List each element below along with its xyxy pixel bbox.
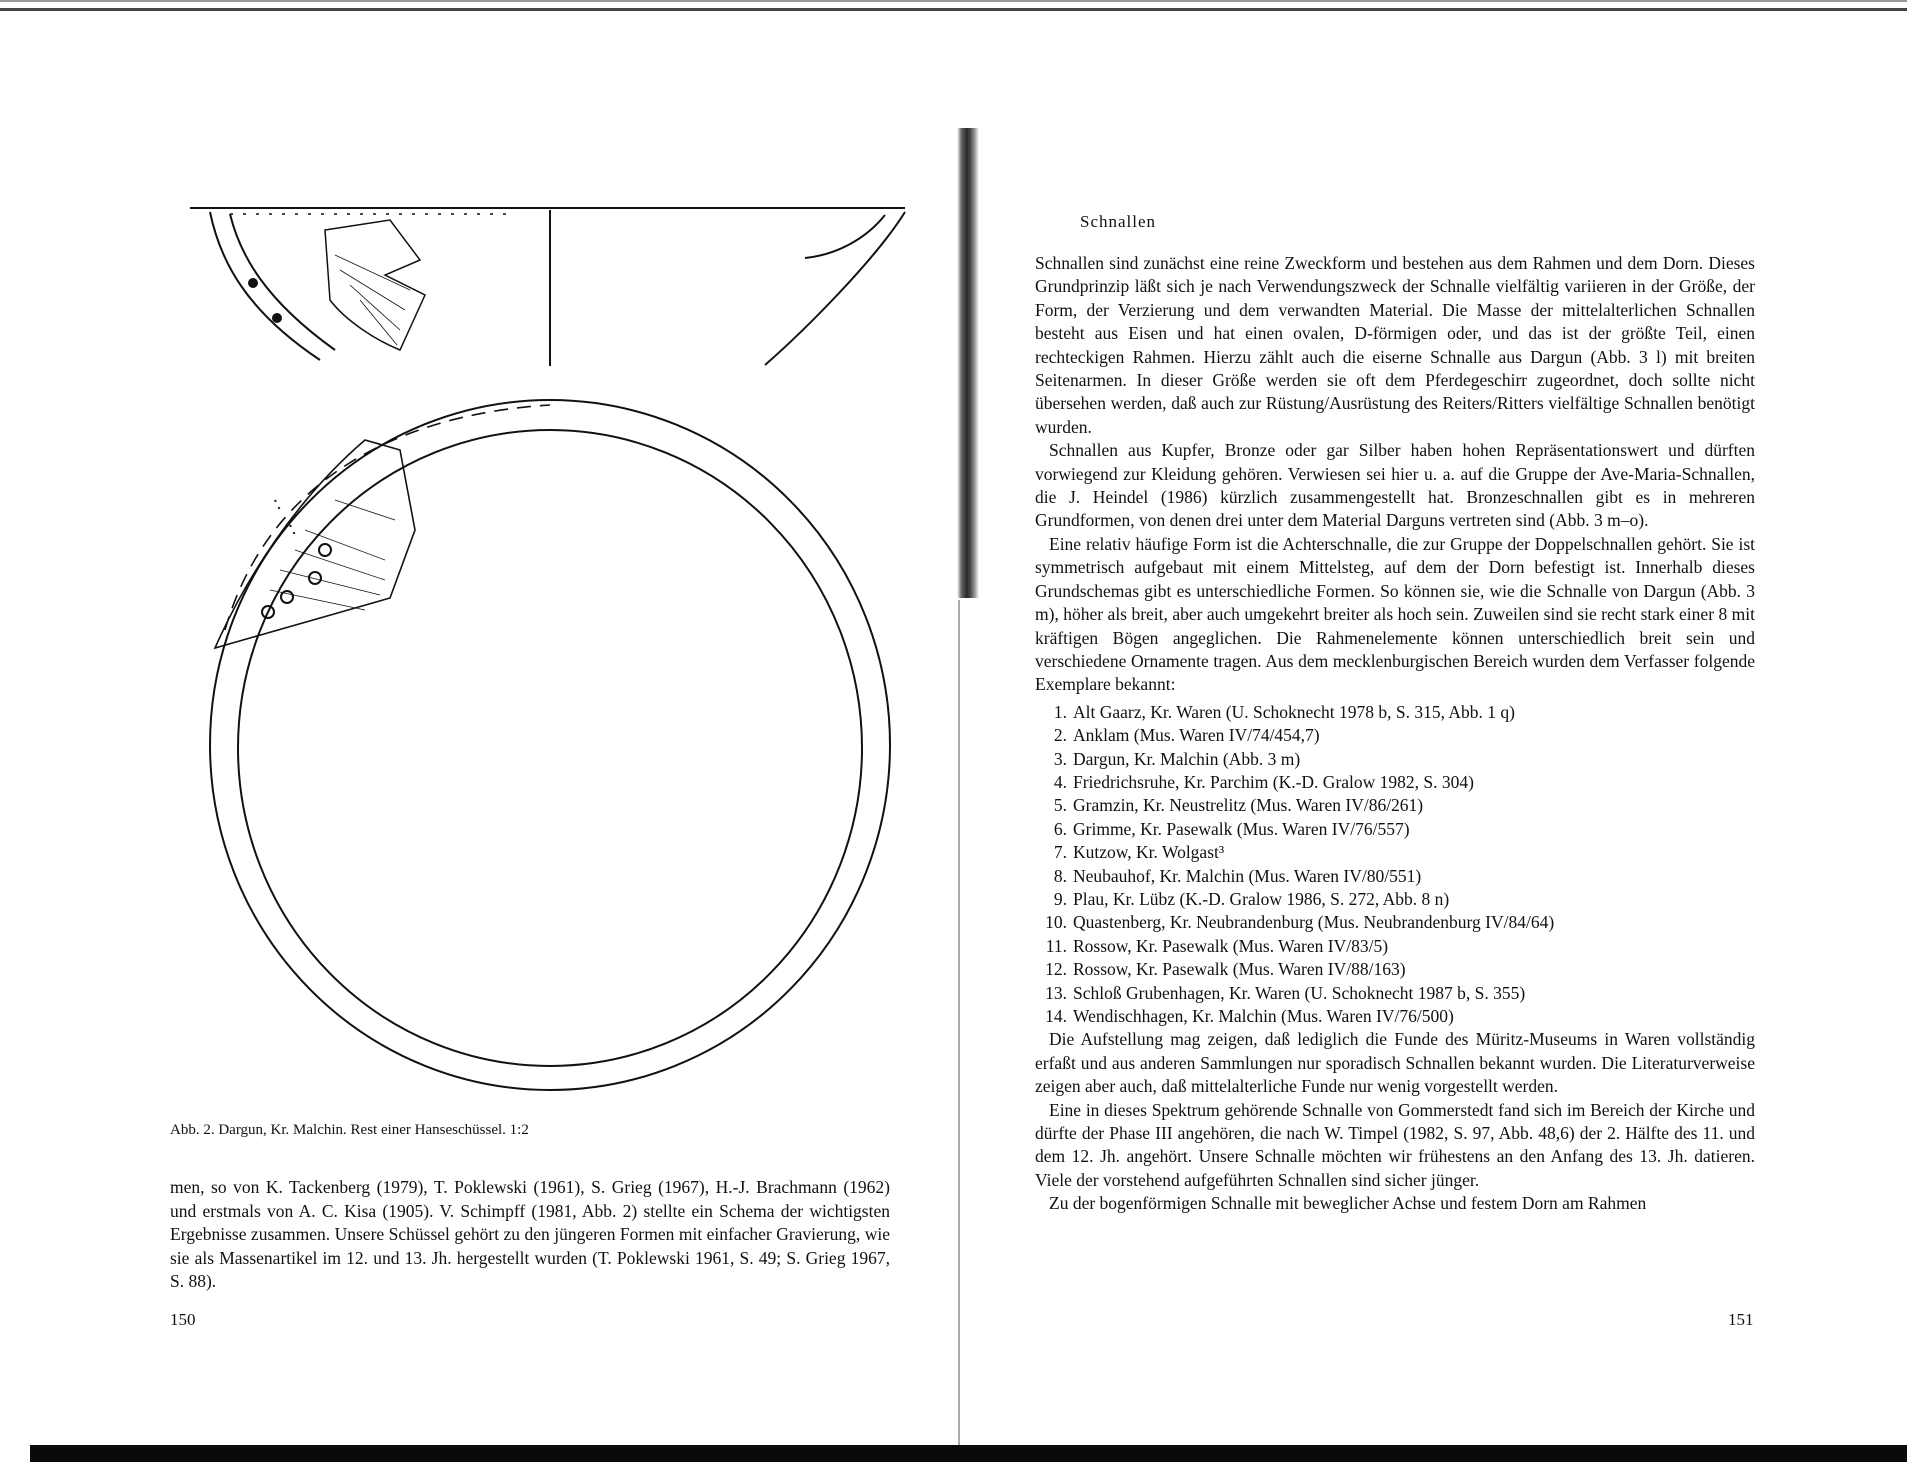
bowl-profile-right bbox=[765, 212, 905, 365]
scan-edge-top-light bbox=[0, 0, 1907, 2]
list-item bbox=[1035, 1005, 1755, 1028]
list-item bbox=[1035, 982, 1755, 1005]
list-item bbox=[1035, 701, 1755, 724]
list-item-number: 2. bbox=[1053, 725, 1067, 746]
scan-edge-top bbox=[0, 8, 1907, 11]
list-item-number: 7. bbox=[1053, 842, 1067, 863]
rivet-profile-1 bbox=[249, 279, 257, 287]
list-item-text: Schloß Grubenhagen, Kr. Waren (U. Schoknecht 1987 b, S. 355) bbox=[1073, 982, 1526, 1003]
list-item-number: 6. bbox=[1053, 818, 1067, 839]
list-item bbox=[1035, 958, 1755, 981]
list-item bbox=[1035, 771, 1755, 794]
list-item-number: 3. bbox=[1053, 748, 1067, 769]
list-item-text: Wendischhagen, Kr. Malchin (Mus. Waren IV/76/500) bbox=[1073, 1006, 1454, 1026]
page-number-right: 151 bbox=[1728, 1310, 1754, 1329]
list-item bbox=[1035, 911, 1755, 934]
list-item-text: Dargun, Kr. Malchin (Abb. 3 m) bbox=[1073, 748, 1301, 769]
list-item-number: 12. bbox=[1045, 959, 1067, 980]
list-item-number: 13. bbox=[1045, 982, 1067, 1003]
rivet-plan-1 bbox=[319, 544, 331, 556]
list-item-number: 9. bbox=[1053, 888, 1067, 909]
list-item bbox=[1035, 794, 1755, 817]
paragraph-1: Schnallen sind zunächst eine reine Zweckform und bestehen aus dem Rahmen und dem Dorn. Dieses Grundprinzip läßt sich je nach Verwendungszweck der Schnalle vielfältig variieren in der Größe, der Form, der Verzierung und dem verwandten Material. Die Masse der mittelalterlichen Schnallen besteht aus Eisen und hat einen ovalen, D-förmigen oder, und das ist der größte Teil, einen rechteckigen Rahmen. Hierzu zählt auch die eiserne Schnalle aus Dargun (Abb. 3 l) mit breiten Seitenarmen. In dieser Größe werden sie oft dem Pferdegeschirr zugeordnet, doch sollte nicht übersehen werden, daß auch zur Rüstung/Ausrüstung des Reiters/Ritters vielfältige Schnallen benötigt wurden. bbox=[1035, 253, 1755, 437]
list-item-number: 11. bbox=[1045, 935, 1067, 956]
list-item-text: Kutzow, Kr. Wolgast³ bbox=[1073, 842, 1225, 863]
list-item bbox=[1035, 818, 1755, 841]
list-item bbox=[1035, 748, 1755, 771]
bowl-rim-right-lip bbox=[805, 215, 885, 258]
paragraph-2: Schnallen aus Kupfer, Bronze oder gar Silber haben hohen Repräsentationswert und dürften vorwiegend zur Kleidung gehören. Verwiesen sei hier u. a. auf die Gruppe der Ave-Maria-Schnallen, die J. Heindel (1986) kürzlich zusammengestellt hat. Bronzeschnallen gibt es in mehreren Grundformen, von denen drei unter dem Material Darguns vertreten sind (Abb. 3 m–o). bbox=[1035, 440, 1755, 531]
list-item bbox=[1035, 935, 1755, 958]
fragment-plan bbox=[215, 440, 415, 648]
rivet-plan-3 bbox=[281, 591, 293, 603]
list-item-number: 8. bbox=[1053, 865, 1067, 886]
list-item-text: Friedrichsruhe, Kr. Parchim (K.-D. Gralow 1982, S. 304) bbox=[1073, 771, 1474, 792]
bowl-drawing bbox=[185, 200, 915, 1100]
rivet-profile-2 bbox=[273, 314, 281, 322]
section-heading: Schnallen bbox=[1080, 212, 1157, 231]
list-item bbox=[1035, 865, 1755, 888]
right-page-text bbox=[1035, 252, 1755, 1216]
list-item-text: Gramzin, Kr. Neustrelitz (Mus. Waren IV/86/261) bbox=[1073, 795, 1424, 816]
list-item-text: Rossow, Kr. Pasewalk (Mus. Waren IV/88/163) bbox=[1073, 959, 1406, 980]
list-item-text: Neubauhof, Kr. Malchin (Mus. Waren IV/80/551) bbox=[1073, 865, 1422, 886]
list-item bbox=[1035, 841, 1755, 864]
book-gutter-line bbox=[958, 600, 960, 1445]
list-item-number: 5. bbox=[1053, 795, 1067, 816]
bowl-outer-rim bbox=[210, 400, 890, 1090]
left-page-paragraph: men, so von K. Tackenberg (1979), T. Poklewski (1961), S. Grieg (1967), H.-J. Brachmann (1962) und erstmals von A. C. Kisa (1905). V. Schimpff (1981, Abb. 2) stellte ein Schema der wichtigsten Ergebnisse zusammen. Unsere Schüssel gehört zu den jüngeren Formen mit einfacher Gravierung, wie sie als Massenartikel im 12. und 13. Jh. hergestellt wurden (T. Poklewski 1961, S. 49; S. Grieg 1967, S. 88). bbox=[170, 1177, 890, 1291]
figure-caption: Abb. 2. Dargun, Kr. Malchin. Rest einer Hanseschüssel. 1:2 bbox=[170, 1122, 529, 1138]
list-item-text: Anklam (Mus. Waren IV/74/454,7) bbox=[1073, 725, 1320, 746]
book-spine-shadow bbox=[957, 128, 979, 598]
paragraph-5: Eine in dieses Spektrum gehörende Schnalle von Gommerstedt fand sich im Bereich der Kirche und dürfte der Phase III angehören, die nach W. Timpel (1982, S. 97, Abb. 48,6) der 2. Hälfte des 11. und dem 12. Jh. angehört. Unsere Schnalle möchten wir frühestens an den Anfang des 13. Jh. datieren. Viele der vorstehend aufgeführten Schnallen sind sicher jünger. bbox=[1035, 1099, 1755, 1190]
list-item-text: Grimme, Kr. Pasewalk (Mus. Waren IV/76/557) bbox=[1073, 818, 1410, 839]
list-item bbox=[1035, 724, 1755, 747]
list-item-number: 4. bbox=[1053, 771, 1067, 792]
paragraph-6: Zu der bogenförmigen Schnalle mit beweglicher Achse und festem Dorn am Rahmen bbox=[1049, 1193, 1647, 1214]
list-item-text: Plau, Kr. Lübz (K.-D. Gralow 1986, S. 272, Abb. 8 n) bbox=[1073, 888, 1450, 909]
list-item-number: 1. bbox=[1053, 701, 1067, 722]
left-page-text bbox=[170, 1176, 890, 1294]
list-item-text: Alt Gaarz, Kr. Waren (U. Schoknecht 1978 b, S. 315, Abb. 1 q) bbox=[1073, 701, 1516, 722]
list-item-text: Rossow, Kr. Pasewalk (Mus. Waren IV/83/5) bbox=[1073, 935, 1389, 956]
list-item bbox=[1035, 888, 1755, 911]
list-item-text: Quastenberg, Kr. Neubrandenburg (Mus. Neubrandenburg IV/84/64) bbox=[1073, 912, 1555, 933]
list-item-number: 14. bbox=[1045, 1006, 1067, 1026]
paragraph-3: Eine relativ häufige Form ist die Achterschnalle, die zur Gruppe der Doppelschnallen gehört. Sie ist symmetrisch aufgebaut mit einem Mittelsteg, auf dem der Dorn befestigt ist. Innerhalb dieses Grundschemas gibt es unterschiedliche Formen. So können sie, wie die Schnalle von Dargun (Abb. 3 m), höher als breit, aber auch umgekehrt breiter als hoch sein. Zuweilen sind sie recht stark einer 8 mit kräftigen Bögen angeglichen. Die Rahmenelemente können unterschiedlich breit sein und verschiedene Ornamente tragen. Aus dem mecklenburgischen Bereich wurden dem Verfasser folgende Exemplare bekannt: bbox=[1035, 533, 1755, 695]
page-number-left: 150 bbox=[170, 1310, 196, 1329]
scan-edge-bottom bbox=[30, 1445, 1907, 1462]
bowl-inner-rim bbox=[238, 430, 862, 1066]
fragment-profile bbox=[325, 220, 425, 350]
list-item-number: 10. bbox=[1045, 912, 1067, 933]
bowl-profile-inner bbox=[230, 214, 335, 350]
paragraph-4: Die Aufstellung mag zeigen, daß lediglich die Funde des Müritz-Museums in Waren vollständig erfaßt und aus anderen Sammlungen nur sporadisch Schnallen bekannt wurden. Die Literaturverweise zeigen aber auch, daß mittelalterliche Funde nur wenig vorgestellt werden. bbox=[1035, 1029, 1755, 1097]
fragment-plan-hatching bbox=[270, 500, 395, 610]
findings-list bbox=[1035, 701, 1755, 1029]
